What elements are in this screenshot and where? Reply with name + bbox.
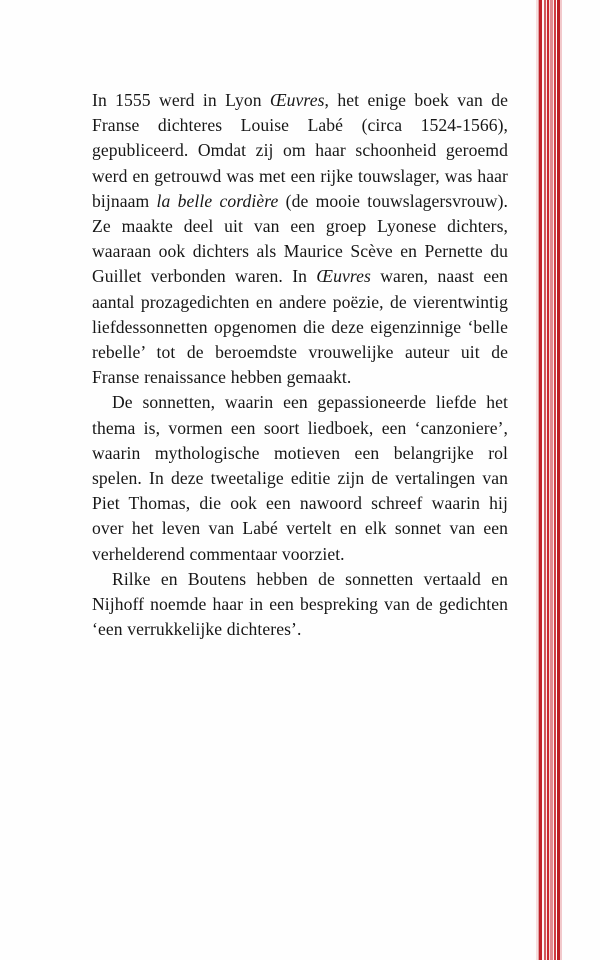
blurb-paragraph xyxy=(92,88,508,390)
vertical-stripe-band xyxy=(536,0,562,960)
stripe-13 xyxy=(560,0,562,960)
text-run: Rilke en Boutens hebben de sonnetten vertaald en Nijhoff noemde haar in een bespreking van de gedichten ‘een verrukkelijke dichteres’. xyxy=(92,568,508,640)
blurb-paragraph xyxy=(92,567,508,643)
text-run: , het enige boek van de Franse dichteres Louise Labé (circa 1524-1566), gepubliceerd. Omdat zij om haar schoonheid geroemd werd en getrouwd was met een rijke touwslager, was haar bijnaam xyxy=(92,90,508,211)
italic-title: Œuvres xyxy=(316,266,371,287)
text-run: (de mooie touwslagersvrouw). Ze maakte deel uit van een groep Lyonese dichters, waaraan ook dichters als Maurice Scève en Pernette du Guillet verbonden waren. In xyxy=(92,190,508,287)
text-run: In 1555 werd in Lyon xyxy=(92,90,270,110)
italic-title: Œuvres xyxy=(269,90,325,110)
text-run: De sonnetten, waarin een gepassioneerde liefde het thema is, vormen een soort liedboek, een ‘canzoniere’, waarin mythologische motieven een belangrijke rol spelen. In deze tweetalige editie zijn de vertalingen van Piet Thomas, die ook een nawoord schreef waarin hij over het leven van Labé vertelt en elk sonnet van een verhelderend commentaar voorziet. xyxy=(92,392,508,564)
italic-title: la belle cordière xyxy=(156,190,279,211)
blurb-paragraph xyxy=(92,390,508,566)
blurb-text-block xyxy=(92,88,508,642)
text-run: waren, naast een aantal prozagedichten en andere poëzie, de vierentwintig liefdessonnetten opgenomen die deze eigenzinnige ‘belle rebelle’ tot de beroemdste vrouwelijke auteur uit de Franse renaissance hebben gemaakt. xyxy=(92,266,508,388)
